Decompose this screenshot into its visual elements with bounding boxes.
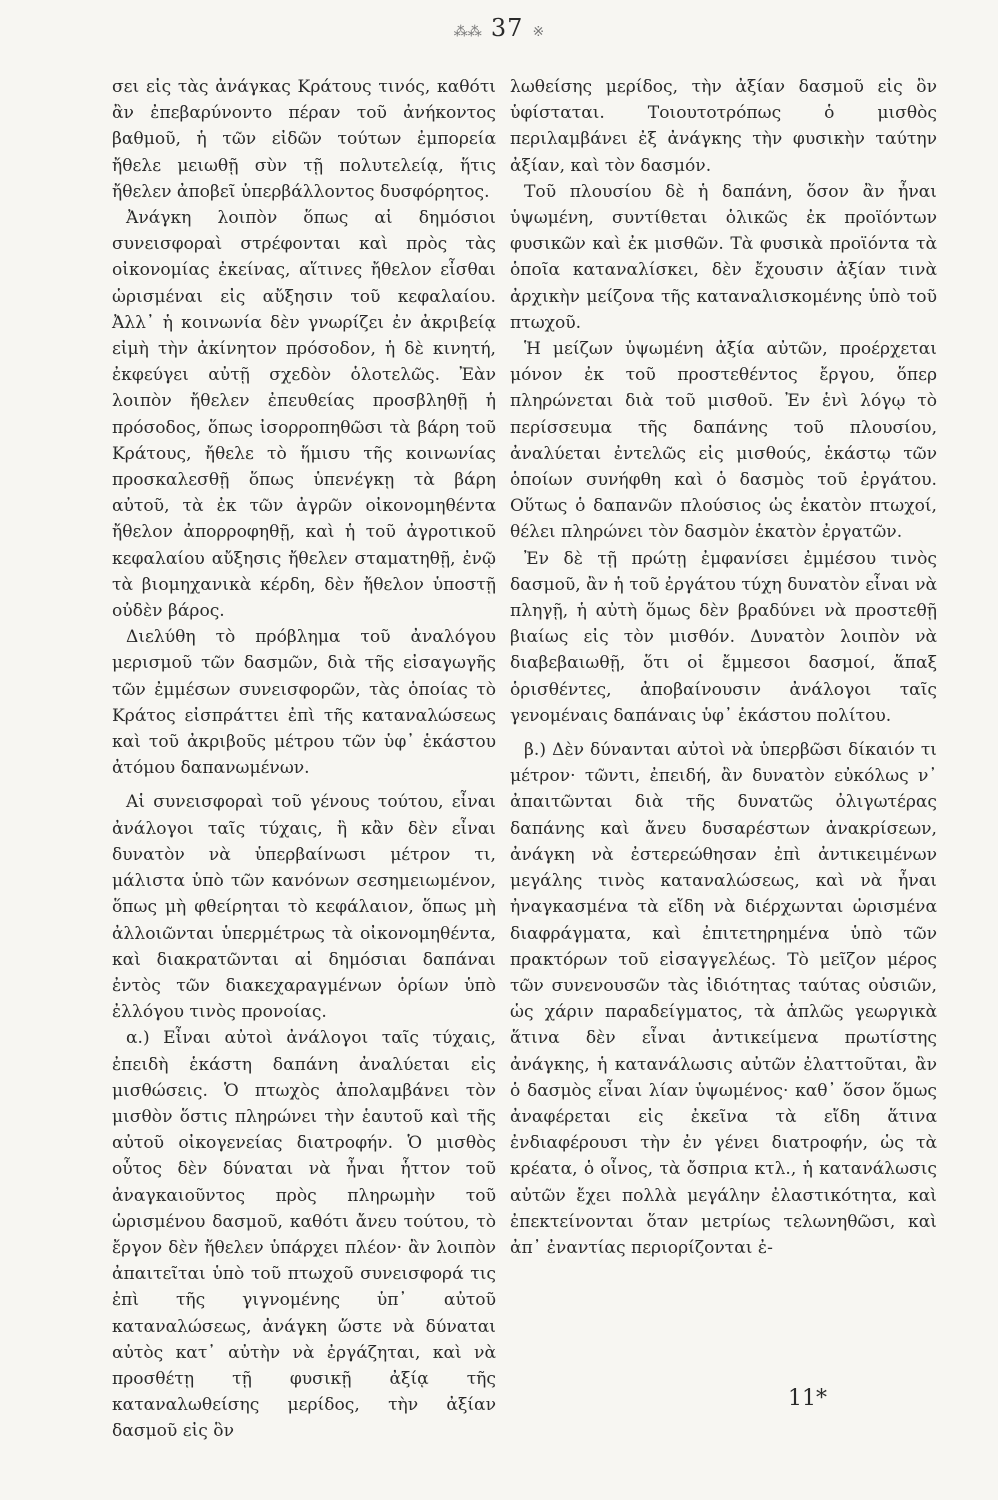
right-paragraph: λωθείσης μερίδος, τὴν ἀξίαν δασμοῦ εἰς ὃν ὑφίσταται. Τοιουτοτρόπως ὁ μισθὸς περιλαμβάνει ἐξ ἀνάγκης τὴν φυσικὴν ταύτην ἀξίαν, καὶ τὸν δασμόν. xyxy=(510,77,937,176)
signature-mark: 11* xyxy=(788,1386,827,1411)
right-paragraph: Τοῦ πλουσίου δὲ ἡ δαπάνη, ὅσον ἂν ἦναι ὑψωμένη, συντίθεται ὁλικῶς ἐκ προϊόντων φυσικῶν καὶ ἐκ μισθῶν. Τὰ φυσικὰ προϊόντα τὰ ὁποῖα καταναλίσκει, δὲν ἔχουσιν ἀξίαν τινὰ ἀρχικὴν μείζονα τῆς καταναλισκομένης ὑπὸ τοῦ πτωχοῦ. xyxy=(510,181,937,333)
right-paragraph: Ἐν δὲ τῇ πρώτῃ ἐμφανίσει ἐμμέσου τινὸς δασμοῦ, ἂν ἡ τοῦ ἐργάτου τύχη δυνατὸν εἶναι νὰ πληγῇ, ἡ αὐτὴ ὅμως δὲν βραδύνει νὰ προστεθῇ βιαίως εἰς τὸν μισθόν. Δυνατὸν λοιπὸν νὰ διαβεβαιωθῇ, ὅτι οἱ ἔμμεσοι δασμοί, ἅπαξ ὁρισθέντες, ἀποβαίνουσιν ἀνάλογοι ταῖς γενομέναις δαπάναις ὑφ᾿ ἑκάστου πολίτου. xyxy=(510,548,937,726)
right-paragraph: Ἡ μείζων ὑψωμένη ἀξία αὐτῶν, προέρχεται μόνον ἐκ τοῦ προστεθέντος ἔργου, ὅπερ πληρώνεται διὰ τοῦ μισθοῦ. Ἐν ἑνὶ λόγῳ τὸ περίσσευμα τῆς δαπάνης τοῦ πλουσίου, ἀναλύεται ἐντελῶς εἰς μισθούς, ἑκάστῳ τῶν ὁποίων συνήφθη καὶ ὁ δασμὸς τοῦ ἐργάτου. Οὕτως ὁ δαπανῶν πλούσιος ὡς ἑκατὸν πτωχοί, θέλει πληρώνει τὸν δασμὸν ἑκατὸν ἐργατῶν. xyxy=(510,339,937,543)
left-column xyxy=(112,74,496,1445)
left-paragraph: α.) Εἶναι αὐτοὶ ἀνάλογοι ταῖς τύχαις, ἐπειδὴ ἑκάστη δαπάνη ἀναλύεται εἰς μισθώσεις. Ὁ πτωχὸς ἀπολαμβάνει τὸν μισθὸν ὅστις πληρώνει τὴν ἑαυτοῦ καὶ τῆς αὐτοῦ οἰκογενείας διατροφήν. Ὁ μισθὸς οὗτος δὲν δύναται νὰ ἦναι ἧττον τοῦ ἀναγκαιοῦντος πρὸς πληρωμὴν τοῦ ὡρισμένου δασμοῦ, καθότι ἄνευ τούτου, τὸ ἔργον δὲν ἤθελεν ὑπάρχει πλέον· ἂν λοιπὸν ἀπαιτεῖται ὑπὸ τοῦ πτωχοῦ συνεισφορά τις ἐπὶ τῆς γιγνομένης ὑπ᾿ αὐτοῦ καταναλώσεως, ἀνάγκη ὥστε νὰ δύναται αὐτὸς κατ᾿ αὐτὴν νὰ ἐργάζηται, καὶ νὰ προσθέτῃ τῇ φυσικῇ ἀξίᾳ τῆς καταναλωθείσης μερίδος, τὴν ἀξίαν δασμοῦ εἰς ὃν xyxy=(112,1028,496,1442)
left-paragraph: Διελύθη τὸ πρόβλημα τοῦ ἀναλόγου μερισμοῦ τῶν δασμῶν, διὰ τῆς εἰσαγωγῆς τῶν ἐμμέσων συνεισφορῶν, τὰς ὁποίας τὸ Κράτος εἰσπράττει ἐπὶ τῆς καταναλώσεως καὶ τοῦ ἀκριβοῦς μέτρου τῶν ὑφ᾿ ἑκάστου ἀτόμου δαπανωμένων. xyxy=(112,627,496,779)
page-number: 37 xyxy=(490,14,524,42)
left-paragraph: σει εἰς τὰς ἀνάγκας Κράτους τινός, καθότι ἂν ἐπεβαρύνοντο πέραν τοῦ ἀνήκοντος βαθμοῦ, ἡ τῶν εἰδῶν τούτων ἐμπορεία ἤθελε μειωθῇ σὺν τῇ πολυτελείᾳ, ἥτις ἤθελεν ἀποβεῖ ὑπερβάλλοντος δυσφόρητος. xyxy=(112,77,496,202)
right-paragraph: β.) Δὲν δύνανται αὐτοὶ νὰ ὑπερβῶσι δίκαιόν τι μέτρον· τῶντι, ἐπειδή, ἂν δυνατὸν εὐκόλως ν᾿ ἀπαιτῶνται διὰ τῆς δυνατῶς ὀλιγωτέρας δαπάνης καὶ ἄνευ δυσαρέστων ἀνακρίσεων, ἀνάγκη νὰ ἐστερεώθησαν ἐπὶ ἀντικειμένων μεγάλης τινὸς καταναλώσεως, καὶ νὰ ἦναι ἠναγκασμένα τὰ εἴδη νὰ διέρχωνται ὡρισμένα διαφράγματα, καὶ ἐπιτετηρημένα ὑπὸ τῶν πρακτόρων τοῦ εἰσαγγελέως. Τὸ μεῖζον μέρος τῶν συνενουσῶν τὰς ἰδιότητας ταύτας οὐσιῶν, ὡς χάριν παραδείγματος, τὰ ἁπλῶς γεωργικὰ ἅτινα δὲν εἶναι ἀντικείμενα πρωτίστης ἀνάγκης, ἡ κατανάλωσις αὐτῶν ἐλαττοῦται, ἂν ὁ δασμὸς εἶναι λίαν ὑψωμένος· καθ᾿ ὅσον ὅμως ἀναφέρεται εἰς ἐκεῖνα τὰ εἴδη ἅτινα ἐνδιαφέρουσι τὴν ἐν γένει διατροφήν, ὡς τὰ κρέατα, ὁ οἶνος, τὰ ὄσπρια κτλ., ἡ κατανάλωσις αὐτῶν ἔχει πολλὰ μεγάλην ἐλαστικότητα, καὶ ἐπεκτείνονται ὅταν μετρίως τελωνηθῶσι, καὶ ἀπ᾿ ἐναντίας περιορίζονται ἐ- xyxy=(510,740,937,1258)
page-header xyxy=(0,14,998,42)
left-paragraph: Αἱ συνεισφοραὶ τοῦ γένους τούτου, εἶναι ἀνάλογοι ταῖς τύχαις, ἢ κἂν δὲν εἶναι δυνατὸν νὰ ὑπερβαίνωσι μέτρον τι, μάλιστα ὑπὸ τῶν κανόνων σεσημειωμένον, ὅπως μὴ φθείρηται τὸ κεφάλαιον, ὅπως μὴ ἀλλοιῶνται ὑπερμέτρως τὰ οἰκονομηθέντα, καὶ διακρατῶνται αἱ δημόσιαι δαπάναι ἐντὸς τῶν διακεχαραγμένων ὁρίων ὑπὸ ἐλλόγου τινὸς προνοίας. xyxy=(112,792,496,1023)
ornament-right: ※ xyxy=(532,23,545,40)
right-column xyxy=(510,74,937,1261)
left-paragraph: Ἀνάγκη λοιπὸν ὅπως αἱ δημόσιοι συνεισφοραὶ στρέφονται καὶ πρὸς τὰς οἰκονομίας ἐκείνας, αἵτινες ἤθελον εἶσθαι ὡρισμέναι εἰς αὔξησιν τοῦ κεφαλαίου. Ἀλλ᾿ ἡ κοινωνία δὲν γνωρίζει ἐν ἀκριβείᾳ εἰμὴ τὴν ἀκίνητον πρόσοδον, ἡ δὲ κινητή, ἐκφεύγει αὐτῇ σχεδὸν ὁλοτελῶς. Ἐὰν λοιπὸν ἤθελεν ἐπευθείας προσβληθῇ ἡ πρόσοδος, ὅπως ἰσορροπηθῶσι τὰ βάρη τοῦ Κράτους, ἤθελε τὸ ἥμισυ τῆς κοινωνίας προσκαλεσθῇ ὅπως ὑπενέγκῃ τὰ βάρη αὐτοῦ, τὰ ἐκ τῶν ἀγρῶν οἰκονομηθέντα ἤθελον ἀπορροφηθῇ, καὶ ἡ τοῦ ἀγροτικοῦ κεφαλαίου αὔξησις ἤθελεν σταματηθῇ, ἐνῷ τὰ βιομηχανικὰ κέρδη, δὲν ἤθελον ὑποστῇ οὐδὲν βάρος. xyxy=(112,208,496,622)
ornament-left: ⁂⁂ xyxy=(453,23,482,40)
